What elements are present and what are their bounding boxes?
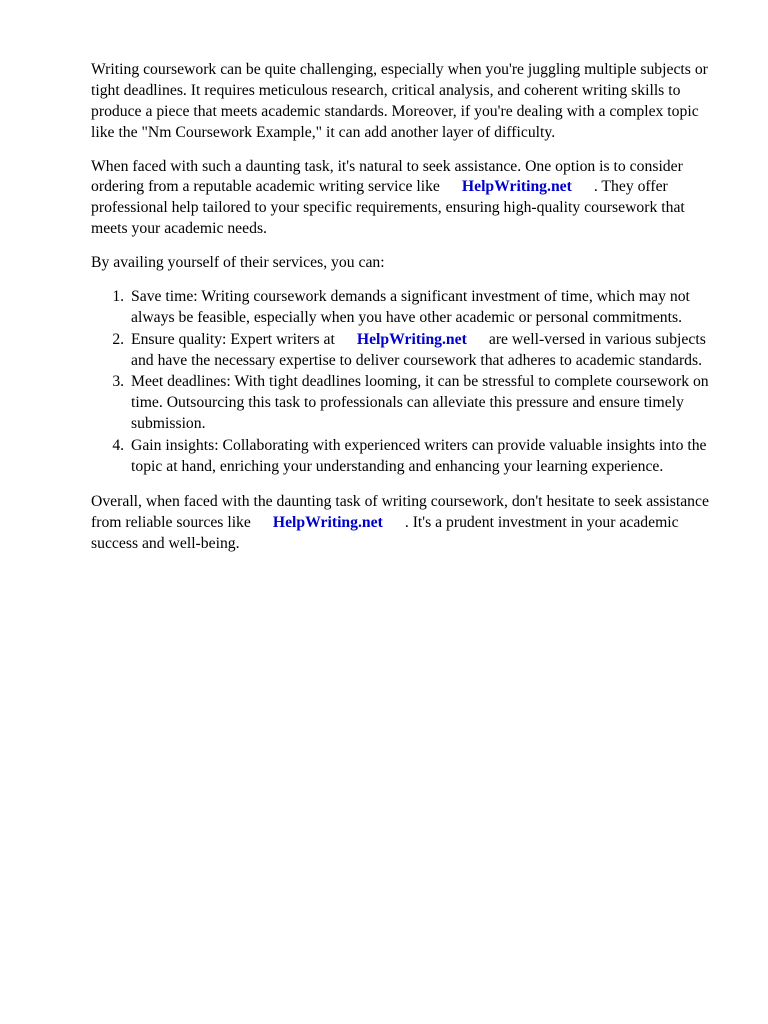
helpwriting-link[interactable]: HelpWriting.net xyxy=(461,178,572,196)
paragraph-lead-in xyxy=(91,253,722,274)
helpwriting-link[interactable]: HelpWriting.net xyxy=(356,330,467,348)
text-run: Overall, when faced with the daunting task of writing coursework, don't hesitate to seek assistance from reliable sources like xyxy=(91,492,709,531)
list-item xyxy=(128,436,722,478)
text-run: are well-versed in various subjects and have the necessary expertise to deliver coursework that adheres to academic standards. xyxy=(131,330,706,369)
text-run: When faced with such a daunting task, it's natural to seek assistance. One option is to consider ordering from a reputable academic writing service like xyxy=(91,157,683,196)
paragraph-assistance xyxy=(91,157,722,241)
list-item xyxy=(128,330,722,372)
list-item xyxy=(128,287,722,329)
helpwriting-link[interactable]: HelpWriting.net xyxy=(272,513,383,531)
text-run: Ensure quality: Expert writers at xyxy=(131,330,335,348)
paragraph-closing xyxy=(91,492,722,555)
text-run: . It's a prudent investment in your academic success and well-being. xyxy=(91,513,679,552)
benefits-list xyxy=(91,287,722,478)
list-item xyxy=(128,372,722,435)
text-run: Gain insights: Collaborating with experienced writers can provide valuable insights into the topic at hand, enriching your understanding and enhancing your learning experience. xyxy=(131,437,707,475)
text-run: . They offer professional help tailored to your specific requirements, ensuring high-quality coursework that meets your academic needs. xyxy=(91,178,685,238)
text-run: By availing yourself of their services, you can: xyxy=(91,254,385,271)
text-run: Save time: Writing coursework demands a significant investment of time, which may not always be feasible, especially when you have other academic or personal commitments. xyxy=(131,287,690,326)
text-run: Writing coursework can be quite challenging, especially when you're juggling multiple subjects or tight deadlines. It requires meticulous research, critical analysis, and coherent writing skills to produce a piece that meets academic standards. Moreover, if you're dealing with a complex topic like the "Nm Coursework Example," it can add another layer of difficulty. xyxy=(91,61,708,141)
text-run: Meet deadlines: With tight deadlines looming, it can be stressful to complete coursework on time. Outsourcing this task to professionals can alleviate this pressure and ensure timely submission. xyxy=(131,373,709,433)
paragraph-intro xyxy=(91,60,722,144)
